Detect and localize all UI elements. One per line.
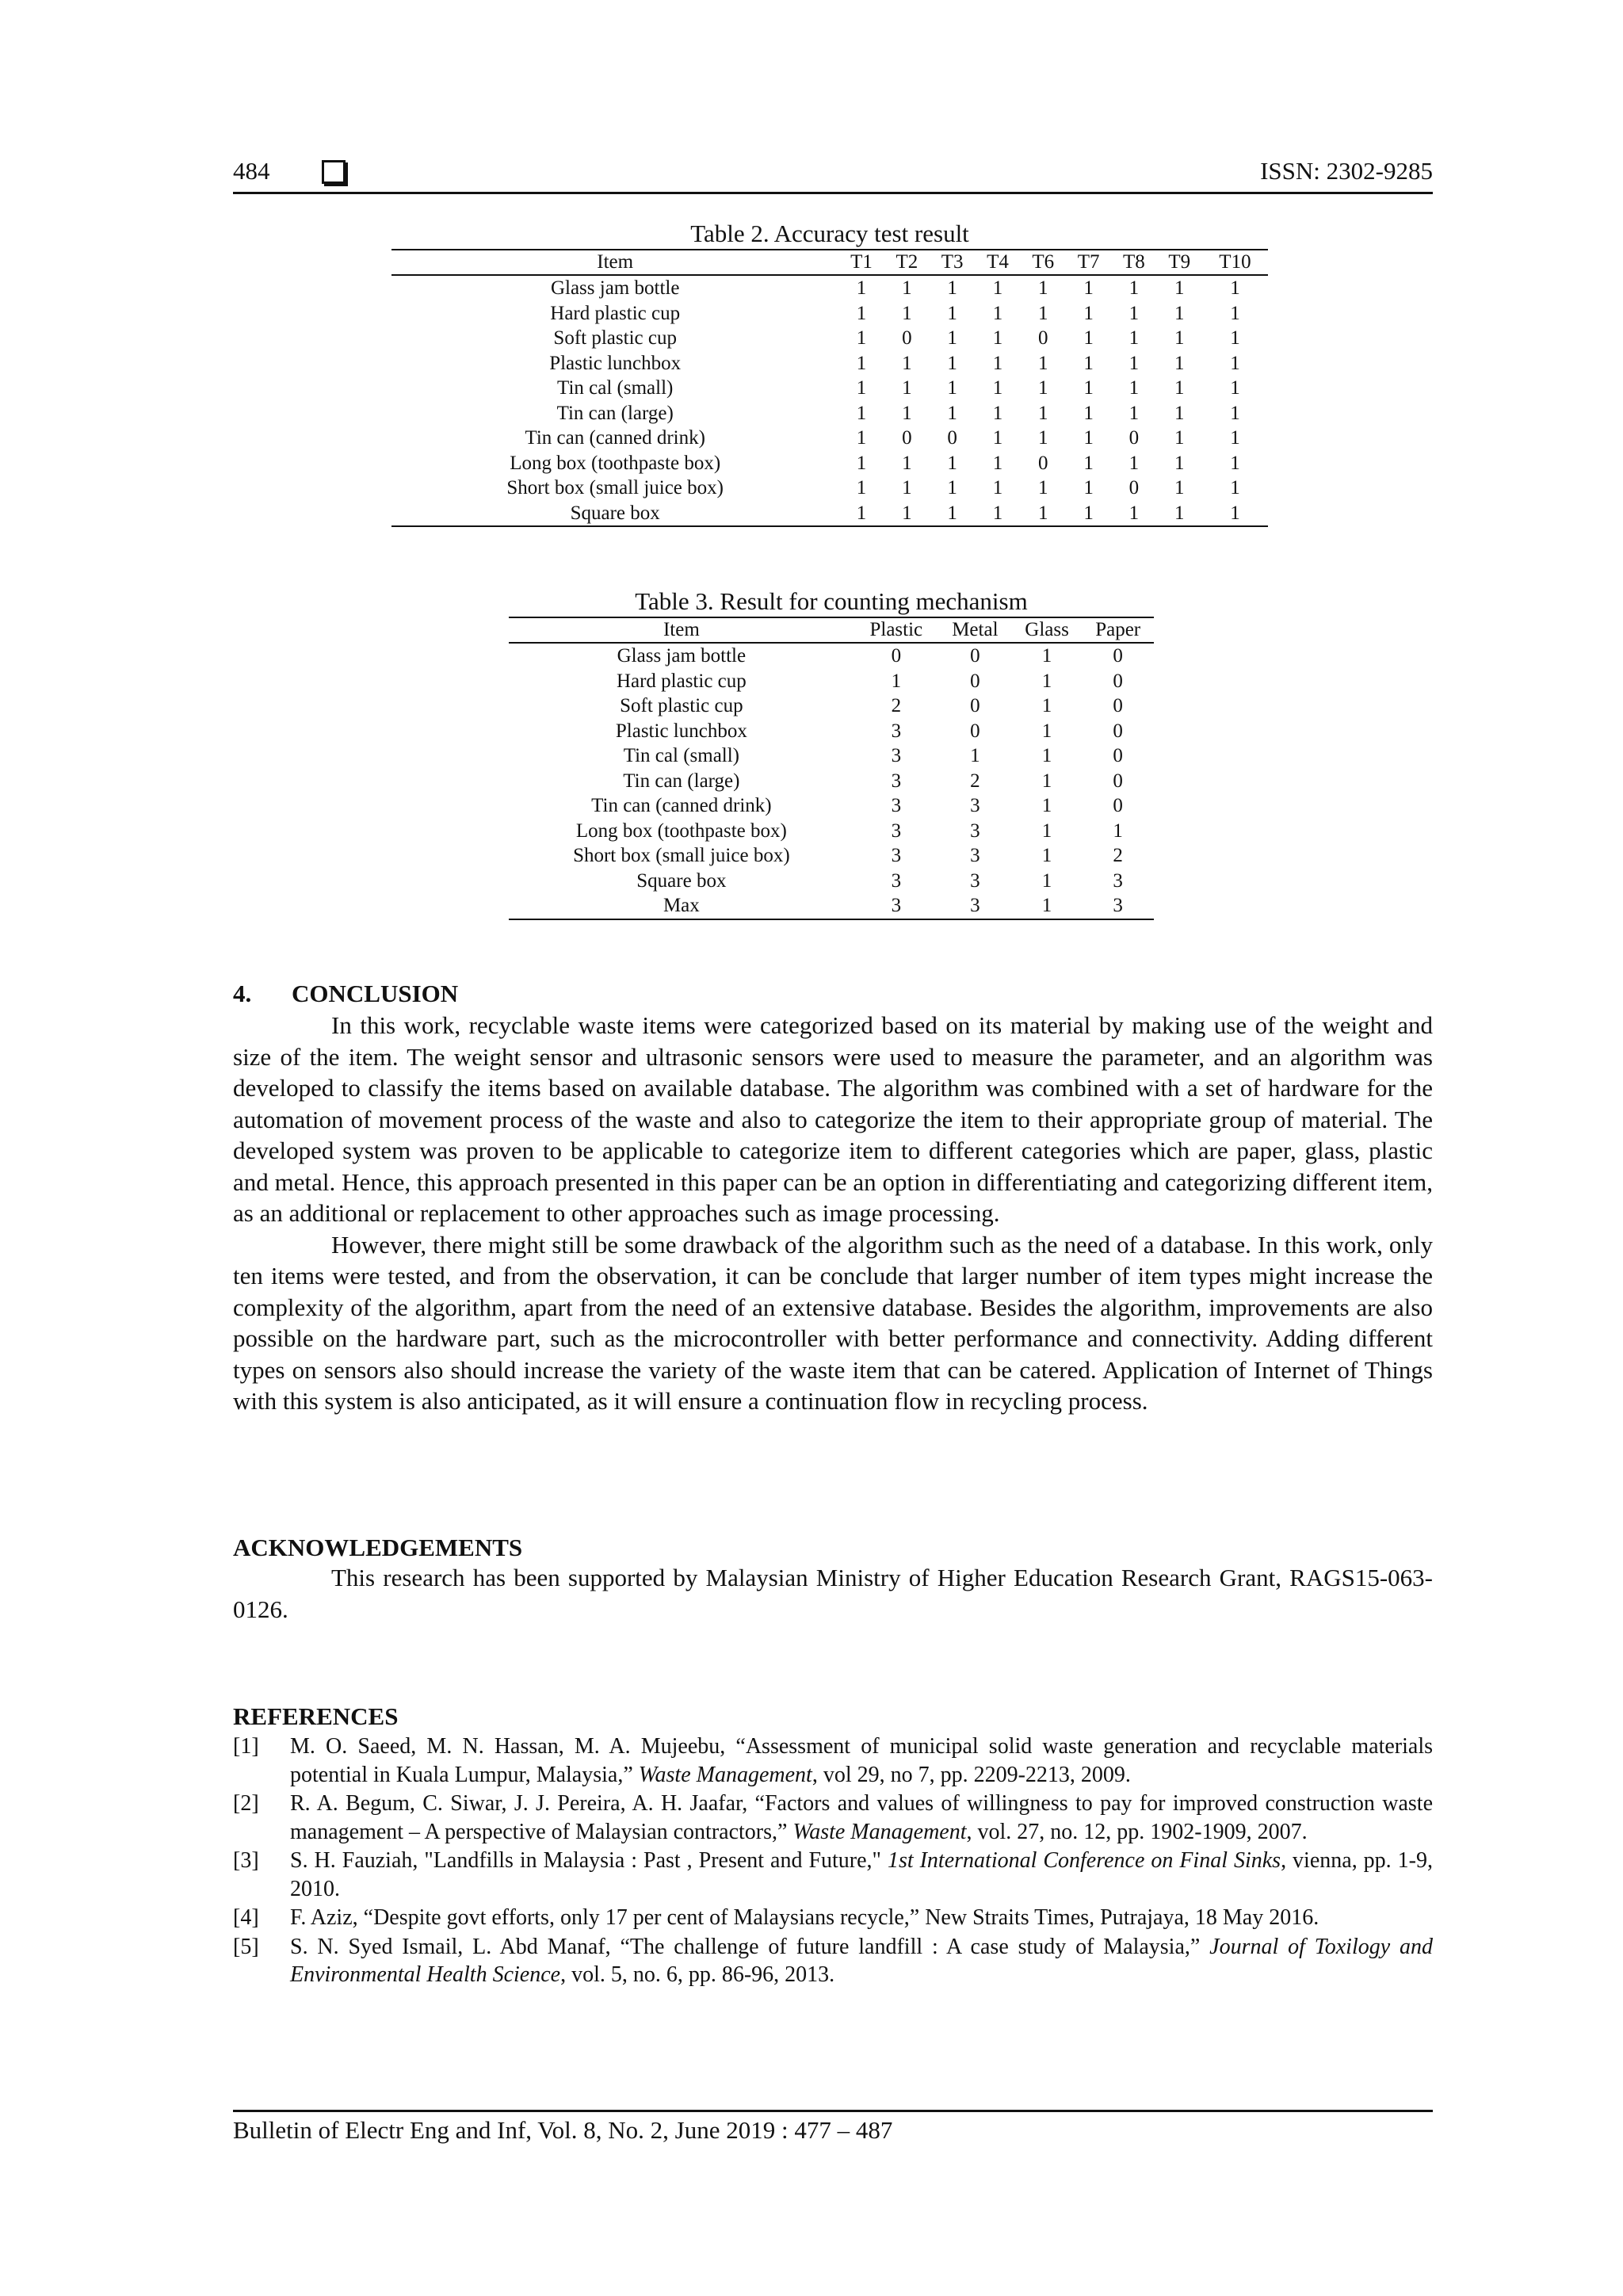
value-cell: 1 [1041,819,1052,842]
table-row [391,476,1268,501]
value-cell: 1 [992,302,1003,324]
value-cell: 1 [947,327,957,349]
reference-source: Waste Management [792,1819,967,1844]
value-cell: 1 [1174,477,1185,499]
table-row [391,401,1268,426]
table-3-caption: Table 3. Result for counting mechanism [635,587,1028,615]
table-row [509,869,1154,894]
footer-divider [233,2110,1433,2112]
value-cell: 1 [1174,277,1185,299]
value-cell: 0 [1113,695,1123,716]
value-cell: 3 [1113,869,1123,892]
table-row [391,426,1268,451]
page-header [233,151,1433,190]
value-cell: 1 [891,670,902,692]
conclusion-paragraph-2: However, there might still be some drawback of the algorithm such as the need of a database. In this work, only ten items were tested, and from the observation, it can be conclude that larger number of item types might increase the complexity of the algorithm, apart from the need of an extensive database. Besides the algorithm, improvements are also possible on the hardware part, such as the microcontroller with better performance and connectivity. Adding different types on sensors also should increase the variety of the waste item that can be catered. Application of Internet of Things with this system is also anticipated, as it will ensure a continuation flow in recycling process. [233,1230,1433,1415]
page-number: 484 [233,157,270,185]
row-label-cell: Tin cal (small) [557,377,674,399]
value-cell: 1 [1083,327,1094,349]
row-label-cell: Square box [391,501,838,527]
value-cell: 1 [1113,819,1123,842]
row-label-cell: Short box (small juice box) [506,477,724,499]
row-label-cell: Tin can (canned drink) [591,795,772,816]
value-cell: 1 [992,277,1003,299]
column-header: Plastic [854,617,938,643]
page-footer: Bulletin of Electr Eng and Inf, Vol. 8, No. 2, June 2019 : 477 – 487 [233,2116,893,2144]
table-row [391,501,1268,527]
value-cell: 1 [1230,377,1240,399]
value-cell: 1 [1041,645,1052,667]
value-cell: 1 [992,377,1003,399]
value-cell: 0 [902,427,912,449]
value-cell: 1 [975,501,1020,527]
value-cell: 1 [1038,302,1048,324]
column-header: T3 [930,250,975,275]
value-cell: 1 [856,352,867,374]
column-header: T6 [1021,250,1066,275]
value-cell: 1 [1083,477,1094,499]
reference-details: , vienna, pp. 1-9, 2010. [290,1848,1433,1901]
value-cell: 1 [1038,352,1048,374]
value-cell: 3 [891,869,902,892]
value-cell: 3 [891,720,902,742]
value-cell: 3 [938,893,1012,919]
value-cell: 1 [1230,327,1240,349]
reference-number: [2] [233,1791,259,1816]
value-cell: 1 [1083,277,1094,299]
value-cell: 1 [1230,427,1240,449]
value-cell: 3 [854,893,938,919]
value-cell: 3 [970,845,980,866]
value-cell: 2 [1113,845,1123,866]
value-cell: 1 [1041,770,1052,792]
table-row [391,275,1268,301]
value-cell: 1 [1230,277,1240,299]
value-cell: 1 [947,402,957,424]
references-list [233,1733,1433,1990]
reference-source: 1st International Conference on Final Sinks [887,1848,1281,1873]
reference-item [233,1790,1433,1846]
value-cell: 1 [947,352,957,374]
value-cell: 2 [970,770,980,792]
reference-number: [3] [233,1848,259,1873]
table-2 [391,220,1268,527]
value-cell: 0 [947,427,957,449]
header-divider [233,192,1433,194]
value-cell: 3 [891,845,902,866]
value-cell: 1 [1230,302,1240,324]
value-cell: 1 [1128,452,1140,474]
value-cell: 1 [1230,352,1240,374]
value-cell: 1 [1174,427,1185,449]
column-header: T4 [975,250,1020,275]
value-cell: 1 [1066,501,1111,527]
value-cell: 1 [902,352,912,374]
value-cell: 0 [1113,670,1123,692]
value-cell: 3 [891,770,902,792]
value-cell: 1 [1041,745,1052,766]
column-header: T9 [1157,250,1202,275]
value-cell: 1 [1128,277,1140,299]
value-cell: 1 [1041,695,1052,716]
row-label-cell: Tin can (large) [623,770,740,792]
value-cell: 1 [838,501,884,527]
row-label-cell: Soft plastic cup [620,695,743,716]
value-cell: 1 [1038,402,1048,424]
table-row [391,351,1268,376]
value-cell: 1 [1128,327,1140,349]
column-header: T2 [884,250,930,275]
value-cell: 1 [970,745,980,766]
column-header: T8 [1111,250,1156,275]
issn-label: ISSN: 2302-9285 [1260,157,1433,185]
value-cell: 1 [947,477,957,499]
acknowledgements-text: This research has been supported by Malaysian Ministry of Higher Education Research Grant, RAGS15-063-0126. [233,1564,1433,1623]
value-cell: 0 [1113,770,1123,792]
value-cell: 1 [1128,352,1140,374]
table-row [509,693,1154,719]
value-cell: 1 [1230,402,1240,424]
value-cell: 1 [856,377,867,399]
table-row [509,893,1154,919]
table-2-caption: Table 2. Accuracy test result [690,220,969,247]
value-cell: 0 [1113,645,1123,667]
value-cell: 1 [1230,477,1240,499]
conclusion-heading [233,980,458,1008]
value-cell: 1 [930,501,975,527]
row-label-cell: Square box [636,869,727,892]
row-label-cell: Long box (toothpaste box) [510,452,721,474]
reference-text: M. O. Saeed, M. N. Hassan, M. A. Mujeebu, “Assessment of municipal solid waste generation and recyclable materials potential in Kuala Lumpur, Malaysia,” [290,1734,1433,1787]
value-cell: 1 [1038,377,1048,399]
reference-item [233,1733,1433,1789]
value-cell: 1 [1083,427,1094,449]
reference-text: R. A. Begum, C. Siwar, J. J. Pereira, A. H. Jaafar, “Factors and values of willingness to pay for improved construction waste management – A perspective of Malaysian contractors,” [290,1791,1433,1844]
table-row [391,326,1268,351]
value-cell: 1 [902,302,912,324]
acknowledgements-body [233,1562,1433,1625]
reference-details: , vol. 5, no. 6, pp. 86-96, 2013. [560,1962,835,1987]
table-row [509,769,1154,794]
value-cell: 2 [891,695,902,716]
value-cell: 1 [1157,501,1202,527]
table-row [509,643,1154,669]
reference-item [233,1904,1433,1932]
table-row [509,793,1154,819]
column-header: T10 [1202,250,1268,275]
row-label-cell: Plastic lunchbox [549,352,682,374]
table-row [509,819,1154,844]
column-header: Glass [1012,617,1082,643]
accuracy-table [391,249,1268,527]
value-cell: 1 [992,427,1003,449]
value-cell: 1 [1038,427,1048,449]
section-title: CONCLUSION [292,980,459,1007]
column-header: Item [509,617,854,643]
reference-text: F. Aziz, “Despite govt efforts, only 17 per cent of Malaysians recycle,” New Straits Times, Putrajaya, 18 May 2016. [290,1905,1319,1930]
value-cell: 0 [1128,477,1140,499]
value-cell: 3 [970,795,980,816]
reference-number: [4] [233,1905,259,1930]
value-cell: 0 [970,720,980,742]
table-header-row [391,250,1268,275]
value-cell: 3 [891,745,902,766]
value-cell: 1 [902,452,912,474]
conclusion-body [233,1010,1433,1417]
row-label-cell: Long box (toothpaste box) [575,819,787,842]
value-cell: 1 [1083,377,1094,399]
value-cell: 1 [992,452,1003,474]
row-label-cell: Tin can (large) [556,402,674,424]
value-cell: 1 [856,477,867,499]
column-header: T7 [1066,250,1111,275]
value-cell: 1 [856,302,867,324]
value-cell: 1 [856,327,867,349]
value-cell: 1 [1174,352,1185,374]
value-cell: 1 [1230,452,1240,474]
value-cell: 1 [1174,377,1185,399]
counting-table [509,617,1154,920]
value-cell: 1 [1174,327,1185,349]
value-cell: 0 [902,327,912,349]
value-cell: 1 [856,452,867,474]
value-cell: 1 [1038,477,1048,499]
value-cell: 1 [947,277,957,299]
reference-source: Waste Management [638,1762,812,1787]
value-cell: 1 [1041,670,1052,692]
value-cell: 1 [992,477,1003,499]
reference-details: , vol. 27, no. 12, pp. 1902-1909, 2007. [966,1819,1308,1844]
reference-details: , vol 29, no 7, pp. 2209-2213, 2009. [812,1762,1131,1787]
section-number: 4. [233,980,252,1007]
value-cell: 0 [891,645,902,667]
value-cell: 1 [884,501,930,527]
value-cell: 1 [856,277,867,299]
value-cell: 1 [1083,352,1094,374]
reference-text: S. H. Fauziah, "Landfills in Malaysia : Past , Present and Future," [290,1848,888,1873]
table-row [509,669,1154,694]
value-cell: 1 [1128,302,1140,324]
value-cell: 1 [1111,501,1156,527]
value-cell: 1 [1041,720,1052,742]
value-cell: 1 [1083,402,1094,424]
table-row [509,743,1154,769]
value-cell: 0 [1113,720,1123,742]
value-cell: 0 [970,645,980,667]
row-label-cell: Soft plastic cup [553,327,677,349]
table-3 [509,588,1154,920]
reference-item [233,1933,1433,1989]
value-cell: 1 [856,427,867,449]
row-label-cell: Plastic lunchbox [615,720,747,742]
value-cell: 1 [992,327,1003,349]
value-cell: 1 [1041,869,1052,892]
value-cell: 1 [902,402,912,424]
acknowledgements-heading: ACKNOWLEDGEMENTS [233,1534,523,1561]
value-cell: 0 [1128,427,1140,449]
value-cell: 0 [1038,327,1048,349]
square-bullet-icon [322,160,346,184]
value-cell: 0 [970,695,980,716]
table-row [391,301,1268,327]
value-cell: 3 [1082,893,1154,919]
reference-source: Journal of Toxilogy and Environmental Health Science [290,1934,1433,1987]
column-header: T1 [838,250,884,275]
row-label-cell: Hard plastic cup [550,302,681,324]
row-label-cell: Tin can (canned drink) [525,427,705,449]
value-cell: 3 [970,819,980,842]
value-cell: 1 [1174,402,1185,424]
value-cell: 1 [992,352,1003,374]
table-header-row [509,617,1154,643]
row-label-cell: Glass jam bottle [617,645,747,667]
value-cell: 0 [970,670,980,692]
reference-number: [1] [233,1734,259,1759]
value-cell: 0 [1113,795,1123,816]
value-cell: 0 [1113,745,1123,766]
value-cell: 1 [1174,302,1185,324]
value-cell: 3 [891,819,902,842]
table-row [391,451,1268,476]
column-header: Paper [1082,617,1154,643]
value-cell: 0 [1038,452,1048,474]
conclusion-paragraph-1: In this work, recyclable waste items were categorized based on its material by making use of the weight and size of the item. The weight sensor and ultrasonic sensors were used to measure the parameter, and an algorithm was developed to classify the items based on available database. The algorithm was combined with a set of hardware for the automation of movement process of the waste and also to categorize the item to their appropriate group of material. The developed system was proven to be applicable to categorize item to different categories which are paper, glass, plastic and metal. Hence, this approach presented in this paper can be an option in differentiating and categorizing different item, as an additional or replacement to other approaches such as image processing. [233,1011,1433,1227]
table-row [509,719,1154,744]
value-cell: 1 [902,377,912,399]
table-row [509,843,1154,869]
value-cell: 1 [947,452,957,474]
value-cell: 1 [947,302,957,324]
value-cell: 1 [902,477,912,499]
value-cell: 3 [970,869,980,892]
value-cell: 1 [1041,845,1052,866]
row-label-cell: Glass jam bottle [550,277,680,299]
value-cell: 1 [1202,501,1268,527]
row-label-cell: Hard plastic cup [616,670,747,692]
value-cell: 1 [1174,452,1185,474]
reference-item [233,1847,1433,1903]
reference-number: [5] [233,1934,259,1959]
column-header: Item [391,250,838,275]
value-cell: 1 [1128,377,1140,399]
value-cell: 1 [992,402,1003,424]
value-cell: 1 [1041,795,1052,816]
column-header: Metal [938,617,1012,643]
value-cell: 3 [891,795,902,816]
value-cell: 1 [1012,893,1082,919]
value-cell: 1 [1038,277,1048,299]
row-label-cell: Tin cal (small) [623,745,740,766]
value-cell: 1 [947,377,957,399]
value-cell: 1 [1021,501,1066,527]
references-heading: REFERENCES [233,1702,399,1730]
reference-text: S. N. Syed Ismail, L. Abd Manaf, “The challenge of future landfill : A case study of Malaysia,” [290,1934,1210,1959]
value-cell: 1 [856,402,867,424]
value-cell: 1 [1083,302,1094,324]
value-cell: 1 [1128,402,1140,424]
value-cell: 1 [902,277,912,299]
row-label-cell: Max [509,893,854,919]
row-label-cell: Short box (small juice box) [573,845,790,866]
table-row [391,376,1268,401]
value-cell: 1 [1083,452,1094,474]
